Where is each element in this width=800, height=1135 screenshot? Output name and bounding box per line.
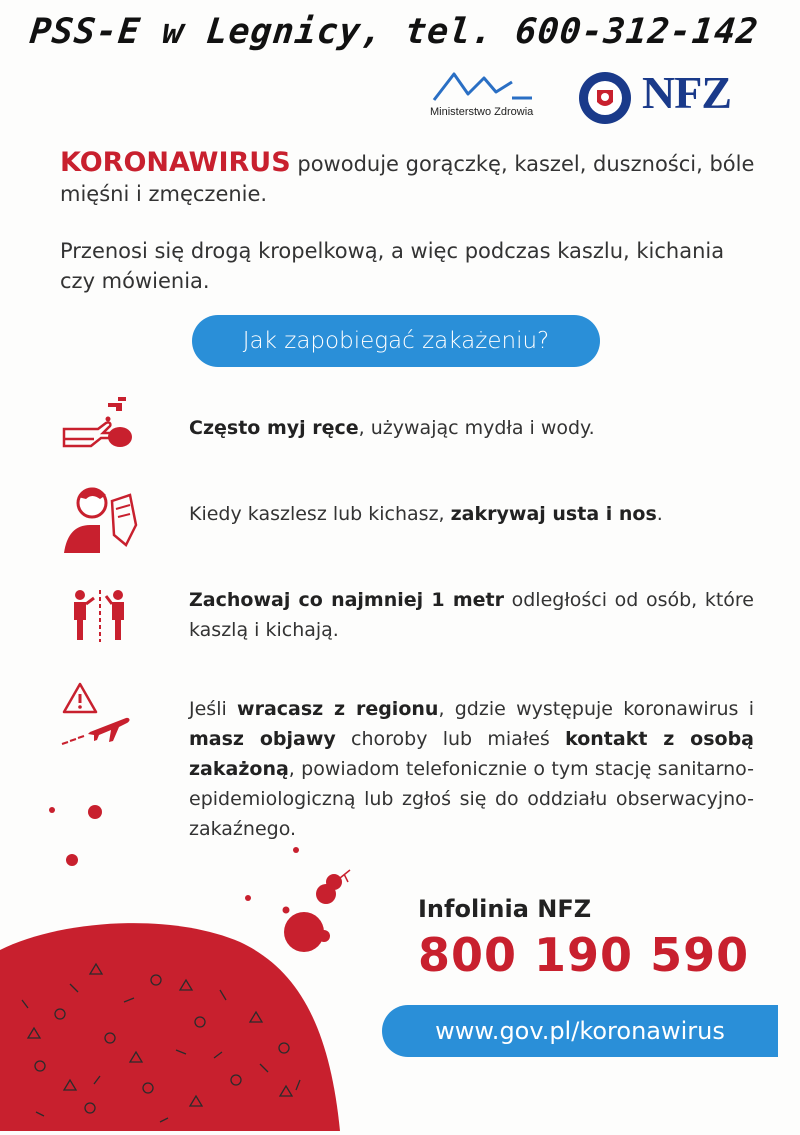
handwashing-icon [60, 395, 140, 459]
ministry-logo [428, 68, 543, 118]
virus-decoration [0, 790, 380, 1135]
tip-1-text: , używając mydła i wody. [358, 417, 595, 439]
tip-2-text: Kiedy kaszlesz lub kichasz, [189, 503, 451, 525]
tip-4-bold-2: masz objawy [189, 728, 336, 750]
transmission-paragraph: Przenosi się drogą kropelkową, a więc podczas kaszlu, kichania czy mówienia. [60, 239, 725, 293]
cough-cover-icon [62, 483, 140, 559]
tip-1-bold: Często myj ręce [189, 417, 359, 439]
ministry-mark-icon [428, 68, 538, 104]
tip-3-text: odległości od osób, które kaszlą i kichają. [189, 589, 754, 641]
tip-3-bold: Zachowaj co najmniej 1 metr [189, 589, 504, 611]
nfz-logo: NFZ [642, 67, 731, 118]
tip-4-text-0: Jeśli [189, 698, 238, 720]
symptoms-text: powoduje gorączkę, kaszel, duszności, bóle mięśni i zmęczenie. [60, 152, 755, 206]
travel-warning-icon [60, 682, 132, 752]
website-link[interactable]: www.gov.pl/koronawirus [382, 1005, 778, 1057]
handwritten-note: PSS-E w Legnicy, tel. 600-312-142 [27, 12, 761, 52]
tip-4-text-3: , powiadom telefonicznie o tym stację sanitarno-epidemiologiczną lub zgłoś się do oddziału obserwacyjno-zakaźnego. [189, 758, 754, 840]
prevention-heading: Jak zapobiegać zakażeniu? [192, 315, 600, 367]
tip-4-bold-3: kontakt z osobą zakażoną [189, 728, 755, 780]
tip-4-text-2: choroby lub miałeś [335, 728, 566, 750]
seal-icon [577, 70, 633, 126]
ministry-name: Ministerstwo Zdrowia [430, 106, 534, 118]
tip-distance [189, 585, 754, 645]
distance-icon [70, 588, 130, 648]
infoline-label: Infolinia NFZ [418, 895, 592, 923]
symptoms-paragraph [60, 148, 760, 209]
tip-4-bold-1: wracasz z regionu [237, 698, 439, 720]
tip-2-end: . [656, 503, 663, 525]
infoline-number: 800 190 590 [418, 928, 750, 982]
sanitary-inspection-seal [577, 70, 633, 130]
tip-2-bold: zakrywaj usta i nos [450, 503, 657, 525]
tip-4-text-1: , gdzie występuje koronawirus i [438, 698, 754, 720]
tip-handwashing [189, 413, 754, 443]
virus-keyword: KORONAWIRUS [60, 147, 291, 178]
tip-cough-cover [189, 499, 754, 529]
